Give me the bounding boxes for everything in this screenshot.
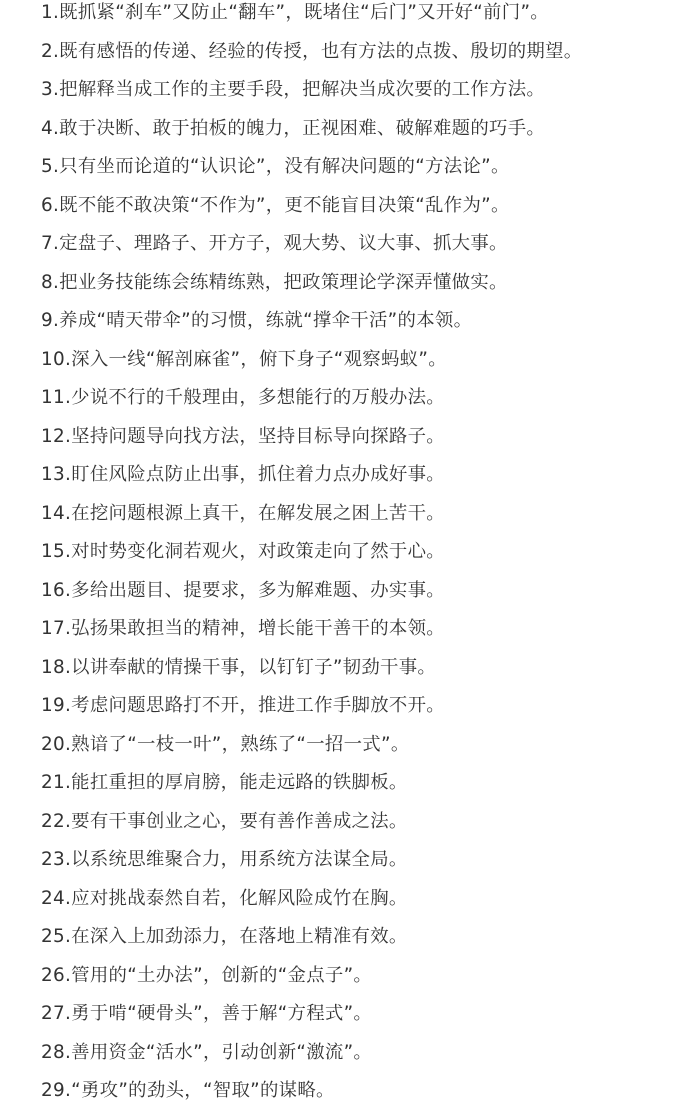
list-item: 13.盯住风险点防止出事，抓住着力点办成好事。 bbox=[41, 464, 445, 485]
list-item: 21.能扛重担的厚肩膀，能走远路的铁脚板。 bbox=[41, 772, 408, 793]
list-item: 22.要有干事创业之心，要有善作善成之法。 bbox=[41, 810, 408, 832]
phrase-list bbox=[41, 0, 681, 1117]
list-item: 19.考虑问题思路打不开，推进工作手脚放不开。 bbox=[41, 695, 445, 716]
list-item: 18.以讲奉献的情操干事，以钉钉子”韧劲干事。 bbox=[41, 656, 437, 678]
list-item: 1.既抓紧“刹车”又防止“翻车”，既堵住“后门”又开好“前门”。 bbox=[41, 2, 549, 23]
list-item: 20.熟谙了“一枝一叶”，熟练了“一招一式”。 bbox=[41, 733, 410, 755]
list-item: 8.把业务技能练会练精练熟，把政策理论学深弄懂做实。 bbox=[41, 271, 508, 293]
list-item: 6.既不能不敢决策“不作为”，更不能盲目决策“乱作为”。 bbox=[41, 194, 510, 216]
list-item: 17.弘扬果敢担当的精神，增长能干善干的本领。 bbox=[41, 618, 445, 639]
list-item: 26.管用的“土办法”，创新的“金点子”。 bbox=[41, 964, 373, 986]
list-item: 11.少说不行的千般理由，多想能行的万般办法。 bbox=[41, 387, 445, 408]
list-item: 25.在深入上加劲添力，在落地上精准有效。 bbox=[41, 926, 408, 947]
list-item: 23.以系统思维聚合力，用系统方法谋全局。 bbox=[41, 849, 408, 870]
list-item: 15.对时势变化洞若观火，对政策走向了然于心。 bbox=[41, 541, 445, 562]
list-item: 5.只有坐而论道的“认识论”，没有解决问题的“方法论”。 bbox=[41, 156, 510, 177]
list-item: 29.“勇攻”的劲头，“智取”的谋略。 bbox=[41, 1080, 335, 1101]
list-item: 14.在挖问题根源上真干，在解发展之困上苦干。 bbox=[41, 502, 445, 524]
list-item: 4.敢于决断、敢于拍板的魄力，正视困难、破解难题的巧手。 bbox=[41, 117, 546, 139]
list-item: 12.坚持问题导向找方法，坚持目标导向探路子。 bbox=[41, 425, 445, 447]
list-item: 7.定盘子、理路子、开方子，观大势、议大事、抓大事。 bbox=[41, 233, 508, 254]
list-item: 24.应对挑战泰然自若，化解风险成竹在胸。 bbox=[41, 887, 408, 909]
list-item: 10.深入一线“解剖麻雀”，俯下身子“观察蚂蚁”。 bbox=[41, 348, 447, 370]
list-item: 2.既有感悟的传递、经验的传授，也有方法的点拨、殷切的期望。 bbox=[41, 40, 583, 62]
list-item: 28.善用资金“活水”，引动创新“激流”。 bbox=[41, 1041, 373, 1063]
list-item: 16.多给出题目、提要求，多为解难题、办实事。 bbox=[41, 579, 445, 601]
list-item: 9.养成“晴天带伞”的习惯，练就“撑伞干活”的本领。 bbox=[41, 310, 473, 331]
list-item: 3.把解释当成工作的主要手段，把解决当成次要的工作方法。 bbox=[41, 79, 546, 100]
list-item: 27.勇于啃“硬骨头”，善于解“方程式”。 bbox=[41, 1003, 373, 1024]
